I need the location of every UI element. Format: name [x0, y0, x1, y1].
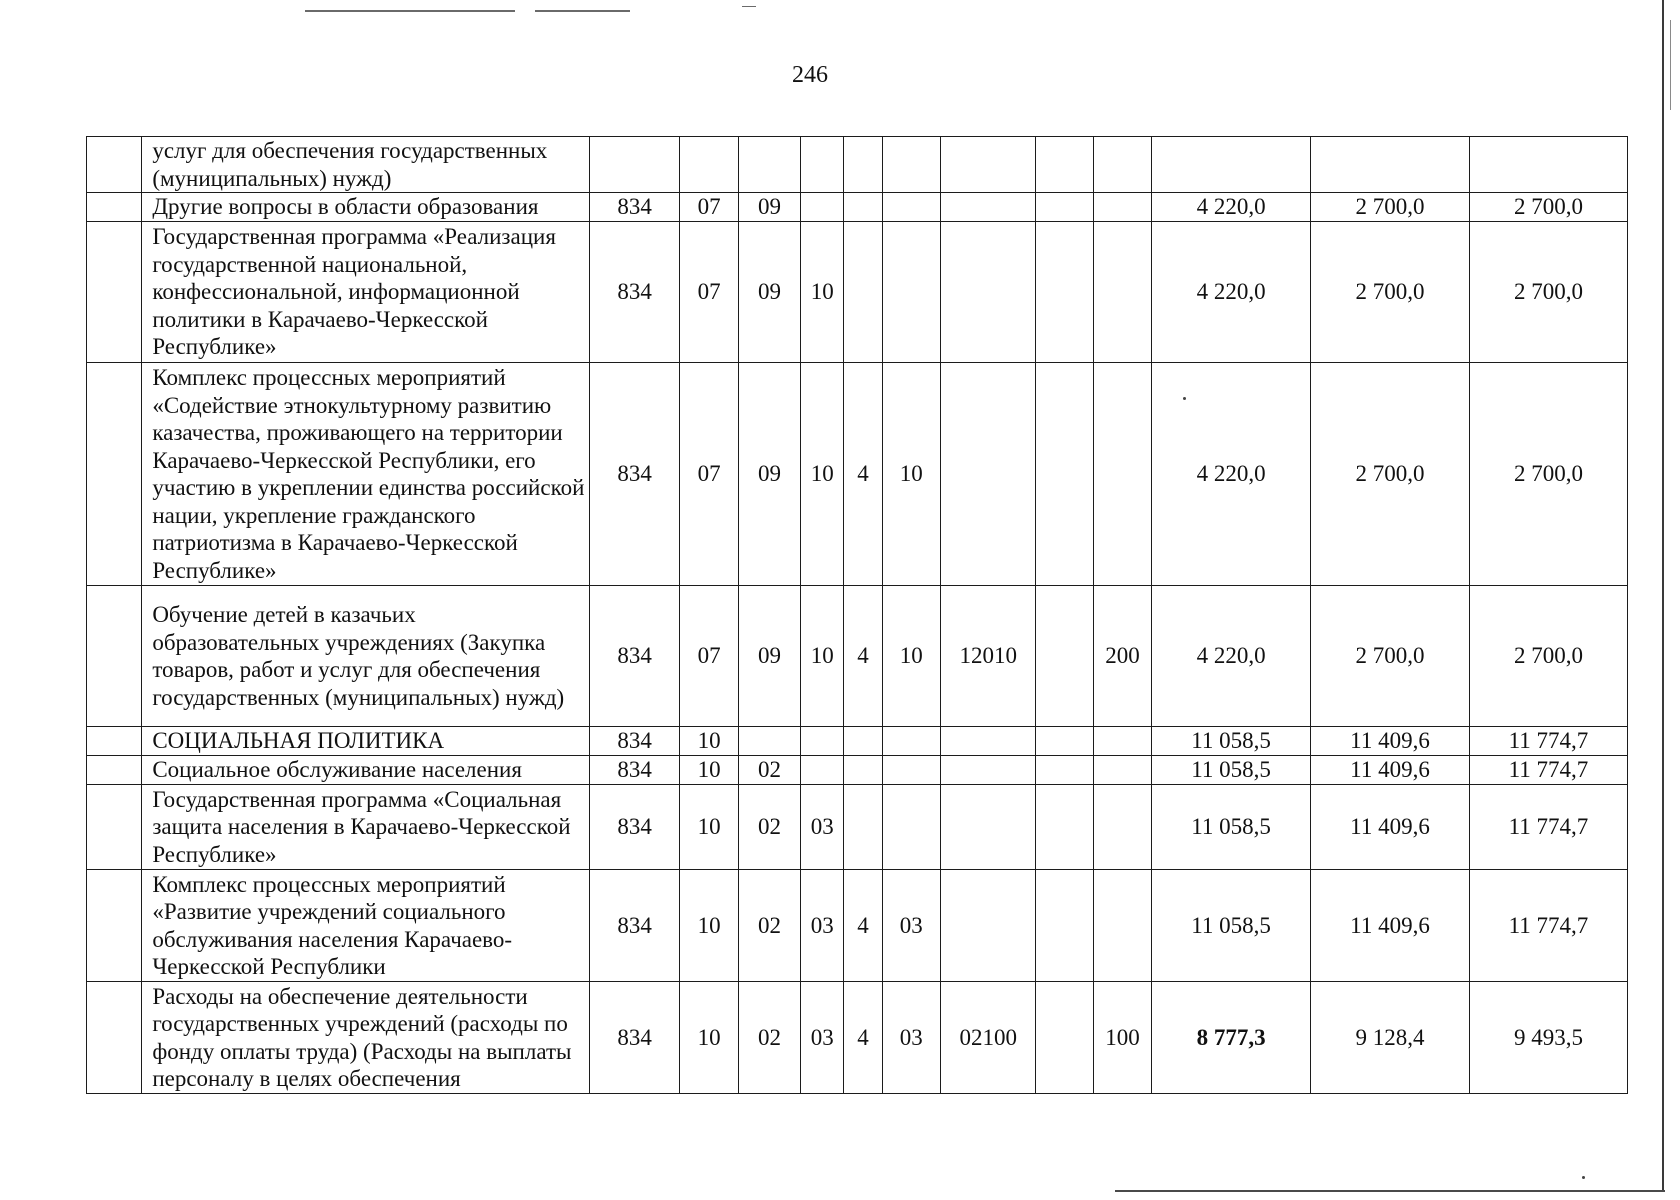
cell-subprogram-code: 4: [844, 982, 882, 1094]
cell-expense-type-code: [1093, 785, 1151, 870]
cell-amount-year-3: 11 774,7: [1469, 870, 1627, 982]
cell-amount-year-2: 11 409,6: [1311, 870, 1470, 982]
scan-artifact-bottom-rule: [1115, 1190, 1665, 1192]
cell-expense-type-code: 100: [1093, 982, 1151, 1094]
cell-subsection-code: 09: [738, 586, 800, 727]
cell-amount-year-1: 11 058,5: [1152, 870, 1311, 982]
cell-direction-code: [940, 363, 1036, 586]
row-index-cell: [87, 870, 142, 982]
cell-program-code: [801, 727, 844, 756]
cell-amount-year-3: 2 700,0: [1469, 363, 1627, 586]
cell-amount-year-2: 2 700,0: [1311, 222, 1470, 363]
cell-subprogram-code: 4: [844, 586, 882, 727]
row-name: Комплекс процессных мероприятий «Содействие этнокультурному развитию казачества, проживающего на территории Карачаево-Черкесской Республики, его участию в укреплении единства российской нации, укрепление гражданского патриотизма в Карачаево-Черкесской Республике»: [142, 363, 590, 586]
cell-complex-code: 10: [882, 586, 940, 727]
cell-expense-type-code: 200: [1093, 586, 1151, 727]
row-index-cell: [87, 363, 142, 586]
cell-expense-type-code: [1093, 870, 1151, 982]
page-number: 246: [792, 62, 828, 88]
cell-extra-code: [1036, 982, 1093, 1094]
cell-program-code: 03: [801, 785, 844, 870]
cell-section-code: 10: [680, 870, 738, 982]
cell-complex-code: [882, 137, 940, 193]
cell-expense-type-code: [1093, 137, 1151, 193]
scan-speck: [1582, 1176, 1585, 1179]
cell-section-code: 10: [680, 756, 738, 785]
cell-amount-year-2: [1311, 137, 1470, 193]
row-name: СОЦИАЛЬНАЯ ПОЛИТИКА: [142, 727, 590, 756]
cell-expense-type-code: [1093, 727, 1151, 756]
cell-program-code: 03: [801, 870, 844, 982]
cell-complex-code: [882, 193, 940, 222]
cell-ministry-code: 834: [589, 785, 680, 870]
row-name: Расходы на обеспечение деятельности государственных учреждений (расходы по фонду оплаты труда) (Расходы на выплаты персоналу в целях обеспечения: [142, 982, 590, 1094]
cell-subprogram-code: 4: [844, 870, 882, 982]
cell-ministry-code: 834: [589, 586, 680, 727]
cell-amount-year-3: 9 493,5: [1469, 982, 1627, 1094]
cell-ministry-code: 834: [589, 756, 680, 785]
cell-complex-code: 10: [882, 363, 940, 586]
cell-program-code: 10: [801, 586, 844, 727]
table-row: [87, 727, 1628, 756]
cell-amount-year-1: 4 220,0: [1152, 586, 1311, 727]
cell-expense-type-code: [1093, 756, 1151, 785]
cell-amount-year-2: 2 700,0: [1311, 193, 1470, 222]
scan-artifact-right-edge: [1670, 20, 1671, 110]
budget-table: [86, 136, 1628, 1094]
table-row: [87, 137, 1628, 193]
row-index-cell: [87, 137, 142, 193]
cell-extra-code: [1036, 756, 1093, 785]
cell-section-code: 10: [680, 785, 738, 870]
row-name: услуг для обеспечения государственных (муниципальных) нужд): [142, 137, 590, 193]
row-index-cell: [87, 982, 142, 1094]
cell-extra-code: [1036, 137, 1093, 193]
cell-amount-year-3: [1469, 137, 1627, 193]
row-index-cell: [87, 193, 142, 222]
cell-direction-code: 12010: [940, 586, 1036, 727]
table-row: [87, 193, 1628, 222]
cell-amount-year-1: 4 220,0: [1152, 363, 1311, 586]
cell-subsection-code: 09: [738, 222, 800, 363]
cell-subprogram-code: 4: [844, 363, 882, 586]
cell-subprogram-code: [844, 222, 882, 363]
row-name: Социальное обслуживание населения: [142, 756, 590, 785]
cell-ministry-code: 834: [589, 193, 680, 222]
cell-amount-year-2: 11 409,6: [1311, 756, 1470, 785]
cell-direction-code: [940, 193, 1036, 222]
cell-direction-code: 02100: [940, 982, 1036, 1094]
cell-extra-code: [1036, 193, 1093, 222]
table-row: [87, 756, 1628, 785]
cell-subprogram-code: [844, 193, 882, 222]
cell-subsection-code: 02: [738, 785, 800, 870]
cell-extra-code: [1036, 222, 1093, 363]
cell-complex-code: [882, 785, 940, 870]
cell-amount-year-1: 4 220,0: [1152, 193, 1311, 222]
cell-amount-year-2: 11 409,6: [1311, 785, 1470, 870]
table-row: [87, 785, 1628, 870]
cell-amount-year-2: 11 409,6: [1311, 727, 1470, 756]
scan-artifact-top-rule: [535, 10, 630, 12]
cell-program-code: [801, 137, 844, 193]
cell-amount-year-3: 2 700,0: [1469, 586, 1627, 727]
cell-program-code: 03: [801, 982, 844, 1094]
cell-direction-code: [940, 785, 1036, 870]
table-row: [87, 363, 1628, 586]
table-row: [87, 222, 1628, 363]
cell-expense-type-code: [1093, 363, 1151, 586]
cell-subsection-code: 02: [738, 756, 800, 785]
cell-section-code: 07: [680, 363, 738, 586]
cell-subsection-code: 02: [738, 870, 800, 982]
cell-amount-year-3: 2 700,0: [1469, 222, 1627, 363]
cell-subsection-code: [738, 727, 800, 756]
cell-extra-code: [1036, 727, 1093, 756]
cell-amount-year-2: 2 700,0: [1311, 586, 1470, 727]
cell-section-code: 07: [680, 586, 738, 727]
scan-artifact-top-rule: [742, 6, 756, 7]
cell-amount-year-1: 11 058,5: [1152, 727, 1311, 756]
cell-section-code: 07: [680, 222, 738, 363]
row-name: Государственная программа «Социальная защита населения в Карачаево-Черкесской Республике»: [142, 785, 590, 870]
cell-ministry-code: 834: [589, 870, 680, 982]
table-row: [87, 982, 1628, 1094]
cell-amount-year-3: 11 774,7: [1469, 756, 1627, 785]
cell-amount-year-2: 2 700,0: [1311, 363, 1470, 586]
cell-subprogram-code: [844, 727, 882, 756]
row-name: Обучение детей в казачьих образовательных учреждениях (Закупка товаров, работ и услуг для обеспечения государственных (муниципальных) нужд): [142, 586, 590, 727]
cell-amount-year-1: 4 220,0: [1152, 222, 1311, 363]
cell-complex-code: [882, 222, 940, 363]
cell-amount-year-2: 9 128,4: [1311, 982, 1470, 1094]
cell-direction-code: [940, 756, 1036, 785]
cell-amount-year-3: 11 774,7: [1469, 727, 1627, 756]
row-name: Другие вопросы в области образования: [142, 193, 590, 222]
cell-amount-year-1: 8 777,3: [1152, 982, 1311, 1094]
cell-subsection-code: 09: [738, 193, 800, 222]
cell-ministry-code: 834: [589, 727, 680, 756]
cell-program-code: [801, 756, 844, 785]
cell-direction-code: [940, 137, 1036, 193]
row-index-cell: [87, 222, 142, 363]
cell-amount-year-3: 2 700,0: [1469, 193, 1627, 222]
cell-subprogram-code: [844, 137, 882, 193]
cell-ministry-code: [589, 137, 680, 193]
row-name: Государственная программа «Реализация государственной национальной, конфессиональной, информационной политики в Карачаево-Черкесской Республике»: [142, 222, 590, 363]
cell-amount-year-1: [1152, 137, 1311, 193]
cell-complex-code: 03: [882, 870, 940, 982]
row-name: Комплекс процессных мероприятий «Развитие учреждений социального обслуживания населения Карачаево-Черкесской Республики: [142, 870, 590, 982]
cell-extra-code: [1036, 870, 1093, 982]
row-index-cell: [87, 785, 142, 870]
table-row: [87, 870, 1628, 982]
cell-amount-year-1: 11 058,5: [1152, 756, 1311, 785]
cell-amount-year-3: 11 774,7: [1469, 785, 1627, 870]
cell-amount-year-1: 11 058,5: [1152, 785, 1311, 870]
scan-artifact-top-rule: [305, 10, 515, 12]
cell-program-code: [801, 193, 844, 222]
cell-extra-code: [1036, 586, 1093, 727]
cell-extra-code: [1036, 785, 1093, 870]
row-index-cell: [87, 756, 142, 785]
cell-subsection-code: 09: [738, 363, 800, 586]
cell-complex-code: [882, 727, 940, 756]
cell-section-code: 10: [680, 727, 738, 756]
scan-artifact-right-edge: [1662, 0, 1664, 1190]
cell-expense-type-code: [1093, 222, 1151, 363]
cell-subprogram-code: [844, 785, 882, 870]
row-index-cell: [87, 727, 142, 756]
cell-ministry-code: 834: [589, 363, 680, 586]
cell-section-code: 07: [680, 193, 738, 222]
cell-subsection-code: [738, 137, 800, 193]
cell-subprogram-code: [844, 756, 882, 785]
cell-ministry-code: 834: [589, 222, 680, 363]
cell-subsection-code: 02: [738, 982, 800, 1094]
cell-expense-type-code: [1093, 193, 1151, 222]
row-index-cell: [87, 586, 142, 727]
cell-program-code: 10: [801, 222, 844, 363]
cell-direction-code: [940, 222, 1036, 363]
cell-ministry-code: 834: [589, 982, 680, 1094]
cell-complex-code: [882, 756, 940, 785]
cell-complex-code: 03: [882, 982, 940, 1094]
table-row: [87, 586, 1628, 727]
cell-section-code: 10: [680, 982, 738, 1094]
cell-section-code: [680, 137, 738, 193]
cell-program-code: 10: [801, 363, 844, 586]
cell-direction-code: [940, 727, 1036, 756]
cell-direction-code: [940, 870, 1036, 982]
cell-extra-code: [1036, 363, 1093, 586]
